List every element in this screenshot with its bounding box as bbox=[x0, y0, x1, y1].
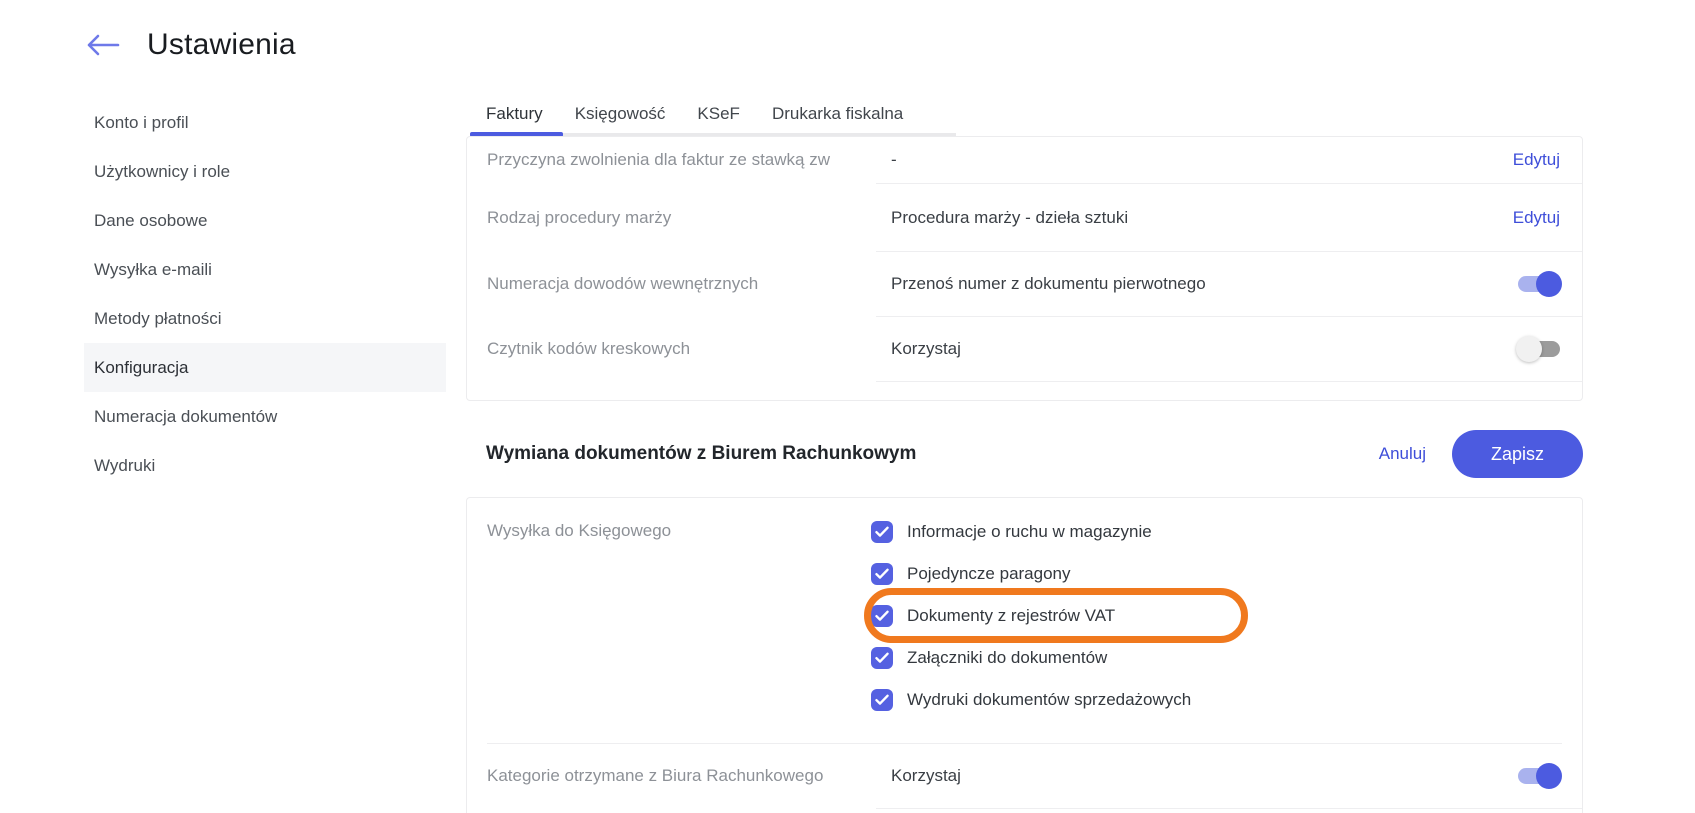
checkbox-row-pojedyncze-paragony bbox=[871, 553, 1582, 595]
checkbox-row-dokumenty-z-rejestrow-vat bbox=[871, 595, 1582, 637]
tab-drukarka-fiskalna[interactable]: Drukarka fiskalna bbox=[771, 104, 904, 123]
section-title: Wymiana dokumentów z Biurem Rachunkowym bbox=[486, 443, 917, 464]
row-divider bbox=[876, 381, 1582, 382]
sidebar-item-konfiguracja[interactable]: Konfiguracja bbox=[84, 343, 446, 392]
setting-row-numeracja-dowodow bbox=[467, 252, 1582, 316]
arrow-left-icon bbox=[86, 34, 120, 56]
sidebar-item-wydruki[interactable]: Wydruki bbox=[94, 455, 156, 475]
setting-row-czytnik-kodow bbox=[467, 317, 1582, 381]
czytnik-kodow-toggle[interactable] bbox=[1518, 336, 1560, 362]
checkbox-list bbox=[871, 511, 1582, 721]
checkbox-row-wydruki-dokumentow bbox=[871, 679, 1582, 721]
checkbox-row-zalaczniki-do-dokumentow bbox=[871, 637, 1582, 679]
checkbox-row-informacje-o-ruchu bbox=[871, 511, 1582, 553]
sidebar-item-uzytkownicy-i-role[interactable]: Użytkownicy i role bbox=[94, 161, 231, 181]
checkbox-label: Wydruki dokumentów sprzedażowych bbox=[907, 690, 1192, 709]
page-title: Ustawienia bbox=[147, 28, 296, 61]
setting-label: Wysyłka do Księgowego bbox=[487, 521, 672, 540]
exchange-section-header bbox=[466, 430, 1583, 478]
sidebar-item-metody-platnosci[interactable]: Metody płatności bbox=[94, 308, 222, 328]
setting-value: Procedura marży - dzieła sztuki bbox=[891, 207, 1129, 227]
edit-link[interactable]: Edytuj bbox=[1512, 207, 1560, 227]
setting-row-przyczyna-zwolnienia bbox=[467, 137, 1582, 183]
setting-value: - bbox=[891, 150, 897, 169]
toggle-knob bbox=[1536, 763, 1562, 789]
page-header bbox=[85, 28, 296, 62]
back-button[interactable] bbox=[85, 30, 121, 60]
setting-row-kategorie-otrzymane bbox=[467, 744, 1582, 808]
config-tabs bbox=[470, 95, 956, 136]
exchange-settings-card bbox=[466, 497, 1583, 813]
checkbox-label: Pojedyncze paragony bbox=[907, 564, 1071, 583]
setting-label: Numeracja dowodów wewnętrznych bbox=[487, 274, 759, 293]
checkbox-label: Informacje o ruchu w magazynie bbox=[907, 522, 1152, 541]
checkbox-checked-icon[interactable] bbox=[871, 689, 893, 711]
save-button[interactable]: Zapisz bbox=[1452, 430, 1583, 478]
numeracja-dowodow-toggle[interactable] bbox=[1518, 271, 1560, 297]
tab-ksiegowosc[interactable]: Księgowość bbox=[574, 104, 666, 123]
toggle-knob bbox=[1536, 271, 1562, 297]
checkbox-checked-icon[interactable] bbox=[871, 605, 893, 627]
row-divider bbox=[876, 808, 1582, 809]
tab-faktury[interactable]: Faktury bbox=[486, 104, 543, 123]
setting-value: Przenoś numer z dokumentu pierwotnego bbox=[891, 274, 1206, 293]
checkbox-checked-icon[interactable] bbox=[871, 521, 893, 543]
sidebar-item-dane-osobowe[interactable]: Dane osobowe bbox=[94, 210, 208, 230]
checkbox-checked-icon[interactable] bbox=[871, 563, 893, 585]
setting-row-wysylka-do-ksiegowego bbox=[467, 498, 1582, 721]
invoice-settings-card bbox=[466, 136, 1583, 401]
setting-label: Czytnik kodów kreskowych bbox=[487, 339, 691, 358]
setting-value: Korzystaj bbox=[891, 339, 961, 358]
settings-sidebar bbox=[84, 98, 446, 490]
sidebar-item-konto-i-profil[interactable]: Konto i profil bbox=[94, 112, 189, 132]
checkbox-checked-icon[interactable] bbox=[871, 647, 893, 669]
setting-label: Rodzaj procedury marży bbox=[487, 207, 672, 227]
sidebar-item-numeracja-dokumentow[interactable]: Numeracja dokumentów bbox=[94, 406, 278, 426]
checkbox-label: Załączniki do dokumentów bbox=[907, 648, 1108, 667]
sidebar-item-wysylka-emaili[interactable]: Wysyłka e-maili bbox=[94, 259, 212, 279]
setting-label: Kategorie otrzymane z Biura Rachunkowego bbox=[487, 766, 824, 785]
setting-label: Przyczyna zwolnienia dla faktur ze stawką zw bbox=[487, 150, 830, 169]
edit-link[interactable]: Edytuj bbox=[1512, 150, 1560, 169]
checkbox-label: Dokumenty z rejestrów VAT bbox=[907, 606, 1116, 625]
kategorie-toggle[interactable] bbox=[1518, 763, 1560, 789]
setting-value: Korzystaj bbox=[891, 766, 961, 785]
tab-ksef[interactable]: KSeF bbox=[697, 104, 740, 123]
cancel-link[interactable]: Anuluj bbox=[1378, 444, 1426, 463]
setting-row-rodzaj-procedury bbox=[467, 184, 1582, 251]
toggle-knob bbox=[1516, 336, 1542, 362]
